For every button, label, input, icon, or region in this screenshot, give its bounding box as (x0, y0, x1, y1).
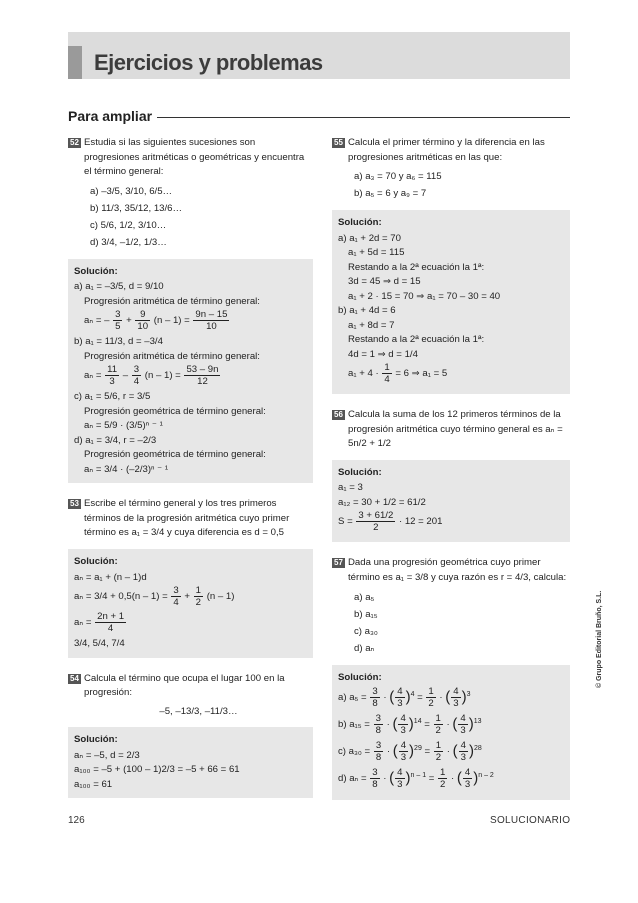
formula-part: S = (338, 516, 353, 528)
fraction: $\frac{1}{2}$ (440, 767, 446, 791)
header-tab (68, 46, 82, 79)
solution-54 (68, 727, 313, 798)
formula-part: – (122, 370, 129, 382)
formula-part: = 6 ⇒ a₁ = 5 (395, 368, 448, 380)
solution-line: a) a₁ = –3/5, d = 9/10 (74, 281, 164, 293)
formula-part: aₙ = (74, 617, 92, 629)
copyright-notice: © Grupo Editorial Bruño, S.L. (596, 590, 603, 688)
chapter-header (68, 32, 570, 79)
exponent: n – 2 (478, 772, 494, 779)
fraction: $\frac{4}{3}$ (400, 740, 407, 764)
page-number: 126 (68, 815, 85, 826)
solution-line: aₙ = –5, d = 2/3 (74, 749, 140, 761)
solution-formula (74, 585, 307, 611)
solution-line: Progresión aritmética de término general: (84, 350, 260, 362)
exponent: 13 (473, 718, 482, 725)
section-rule (157, 117, 570, 118)
exercise-54 (68, 672, 313, 720)
fraction: $\frac{53 - 9n}{12}$ (186, 364, 219, 388)
formula-part: + (184, 591, 190, 603)
solution-formula (338, 362, 564, 388)
solution-title: Solución: (338, 671, 382, 683)
solution-line: b) a₁ = 11/3, d = –3/4 (74, 336, 163, 348)
solution-56 (332, 460, 570, 543)
solution-title: Solución: (74, 265, 118, 277)
option: a) a₅ (354, 591, 375, 603)
solution-line: Progresión aritmética de término general: (84, 295, 260, 307)
option: d) 3/4, –1/2, 1/3… (90, 236, 167, 248)
solution-55 (332, 210, 570, 394)
option: d) aₙ (354, 642, 375, 654)
solution-formula (338, 510, 564, 536)
formula-part: (n – 1) (206, 591, 235, 603)
fraction: $\frac{4}{3}$ (397, 686, 403, 710)
right-column (332, 136, 570, 814)
fraction: $\frac{1}{4}$ (384, 362, 390, 386)
exercise-text: Calcula el primer término y la diferencia en las progresiones aritméticas en las que: (348, 137, 545, 163)
solution-line: a) a₁ + 2d = 70 (338, 232, 401, 244)
solution-line: a₁ = 3 (338, 482, 363, 494)
solution-formula: d) aₙ = $\frac{3}{8}$ · ( $\frac{4}{3}$ )$^{n - 1}$ = $\frac{1}{2}$ · ( $\frac{4}{3}$ )$^{n - 2}$ (338, 767, 494, 791)
fraction: $\frac{1}{2}$ (195, 585, 202, 609)
solution-line: aₙ = 3/4 · (–2/3)ⁿ ⁻ ¹ (84, 463, 169, 475)
option: a) a₃ = 70 y a₆ = 115 (354, 171, 442, 183)
exponent: 14 (413, 718, 422, 725)
solution-line: a₁₀₀ = –5 + (100 – 1)2/3 = –5 + 66 = 61 (74, 764, 240, 776)
exercise-number: 57 (332, 558, 345, 568)
solution-formula: a) a₅ = $\frac{3}{8}$ · ( $\frac{4}{3}$ )$^4$ = $\frac{1}{2}$ · ( $\frac{4}{3}$ )$^3$ (338, 686, 471, 710)
exercise-text: Calcula la suma de los 12 primeros términos de la progresión aritmética cuyo término general es aₙ = 5n/2 + 1/2 (348, 409, 563, 450)
formula-part: · 12 = 201 (398, 516, 443, 528)
fraction: $\frac{9}{10}$ (137, 309, 149, 333)
fraction: $\frac{3 + 61/2}{2}$ (358, 510, 394, 534)
exercise-text: Calcula el término que ocupa el lugar 100 en la progresión: (84, 672, 285, 699)
fraction: $\frac{1}{2}$ (435, 713, 441, 737)
fraction: $\frac{3}{8}$ (372, 686, 378, 710)
solution-52 (68, 259, 313, 484)
formula-part: aₙ = 3/4 + 0,5(n – 1) = (74, 591, 168, 603)
exponent: 29 (414, 745, 422, 752)
fraction: $\frac{4}{3}$ (400, 713, 406, 737)
section-title: Para ampliar (68, 108, 153, 124)
solution-title: Solución: (338, 466, 382, 478)
exercise-number: 56 (332, 410, 345, 420)
footer-label: SOLUCIONARIO (490, 815, 571, 826)
fraction: $\frac{2n + 1}{4}$ (97, 611, 125, 635)
exponent: 3 (466, 691, 471, 698)
fraction: $\frac{3}{8}$ (372, 767, 378, 791)
solution-line: 3d = 45 ⇒ d = 15 (348, 276, 421, 288)
solution-title: Solución: (74, 556, 118, 568)
solution-line: aₙ = 5/9 · (3/5)ⁿ ⁻ ¹ (84, 420, 163, 432)
formula-part: a₁ + 4 · (348, 368, 379, 380)
exercise-55 (332, 136, 570, 202)
option: a) –3/5, 3/10, 6/5… (90, 185, 173, 197)
solution-line: Progresión geométrica de término general: (84, 405, 266, 417)
exercise-57 (332, 556, 570, 656)
exercise-options (348, 168, 570, 202)
fraction: $\frac{4}{3}$ (460, 713, 466, 737)
exercise-52 (68, 136, 313, 251)
formula-part: a) a₅ = (338, 692, 367, 704)
solution-line: 4d = 1 ⇒ d = 1/4 (348, 348, 418, 360)
solution-57 (332, 665, 570, 801)
fraction: $\frac{4}{3}$ (397, 767, 403, 791)
formula-part: aₙ = – (84, 315, 110, 327)
option: c) a₃₀ (354, 625, 378, 637)
formula-part: (n – 1) = (153, 315, 190, 327)
solution-title: Solución: (338, 217, 382, 229)
solution-formula: b) a₁₅ = $\frac{3}{8}$ · ( $\frac{4}{3}$ )$^{14}$ = $\frac{1}{2}$ · ( $\frac{4}{3}$ )$^{13}$ (338, 713, 482, 737)
fraction: $\frac{4}{3}$ (464, 767, 471, 791)
exercise-number: 52 (68, 138, 81, 148)
exercise-number: 55 (332, 138, 345, 148)
exercise-text: Estudia si las siguientes sucesiones son progresiones aritméticas o geométricas y encuentra el término general: (84, 137, 305, 178)
solution-line: a₁ + 5d = 115 (348, 247, 405, 259)
solution-line: b) a₁ + 4d = 6 (338, 305, 396, 317)
fraction: $\frac{3}{5}$ (115, 309, 121, 333)
solution-line: 3/4, 5/4, 7/4 (74, 638, 125, 650)
exercise-options (348, 589, 570, 657)
solution-line: c) a₁ = 5/6, r = 3/5 (74, 391, 151, 403)
fraction: $\frac{3}{8}$ (375, 740, 382, 764)
fraction: $\frac{1}{2}$ (428, 686, 434, 710)
formula-part: (n – 1) = (144, 370, 181, 382)
fraction: $\frac{4}{3}$ (453, 686, 459, 710)
solution-line: a₁₀₀ = 61 (74, 778, 113, 790)
exercise-sequence: –5, –13/3, –11/3… (159, 705, 238, 717)
formula-part: + (126, 315, 132, 327)
option: b) 11/3, 35/12, 13/6… (90, 202, 183, 214)
solution-formula: c) a₃₀ = $\frac{3}{8}$ · ( $\frac{4}{3}$ )$^{29}$ = $\frac{1}{2}$ · ( $\frac{4}{3}$ )$^{28}$ (338, 740, 482, 764)
exponent: 4 (410, 691, 415, 698)
exercise-number: 53 (68, 499, 81, 509)
formula-part: d) aₙ = (338, 773, 367, 785)
formula-part: aₙ = (84, 370, 102, 382)
fraction: $\frac{4}{3}$ (460, 740, 466, 764)
formula-part: b) a₁₅ = (338, 719, 370, 731)
formula-part: c) a₃₀ = (338, 746, 371, 758)
exponent: 28 (474, 745, 482, 752)
solution-formula (74, 309, 307, 335)
solution-title: Solución: (74, 734, 118, 746)
solution-formula (74, 364, 307, 390)
solution-line: a₁ + 2 · 15 = 70 ⇒ a₁ = 70 – 30 = 40 (348, 290, 501, 302)
solution-line: Progresión geométrica de término general: (84, 449, 266, 461)
fraction: $\frac{1}{2}$ (435, 740, 442, 764)
solution-line: a₁₂ = 30 + 1/2 = 61/2 (338, 496, 426, 508)
fraction: $\frac{9n - 15}{10}$ (195, 309, 228, 333)
left-column (68, 136, 313, 812)
exercise-text: Escribe el término general y los tres primeros términos de la progresión aritmética cuyo primer término es a₁ = 3/4 y cuya diferencia es d = 0,5 (84, 498, 290, 539)
fraction: $\frac{3}{8}$ (375, 713, 381, 737)
option: b) a₁₅ (354, 608, 378, 620)
option: b) a₅ = 6 y a₉ = 7 (354, 188, 427, 200)
fraction: $\frac{3}{4}$ (133, 364, 140, 388)
page-title: Ejercicios y problemas (94, 50, 323, 75)
solution-line: d) a₁ = 3/4, r = –2/3 (74, 434, 157, 446)
exponent: n – 1 (410, 772, 427, 779)
solution-formula (74, 611, 307, 637)
solution-line: Restando a la 2ª ecuación la 1ª: (348, 261, 485, 273)
option: c) 5/6, 1/2, 3/10… (90, 219, 167, 231)
exercise-number: 54 (68, 674, 81, 684)
solution-53 (68, 549, 313, 658)
fraction: $\frac{11}{3}$ (107, 364, 118, 388)
solution-line: Restando a la 2ª ecuación la 1ª: (348, 334, 485, 346)
solution-line: aₙ = a₁ + (n – 1)d (74, 571, 147, 583)
exercise-53 (68, 497, 313, 541)
exercise-56 (332, 408, 570, 452)
exercise-text: Dada una progresión geométrica cuyo primer término es a₁ = 3/8 y cuya razón es r = 4/3, calcula: (348, 557, 567, 584)
solution-line: a₁ + 8d = 7 (348, 319, 395, 331)
fraction: $\frac{3}{4}$ (173, 585, 179, 609)
exercise-options (84, 183, 313, 251)
